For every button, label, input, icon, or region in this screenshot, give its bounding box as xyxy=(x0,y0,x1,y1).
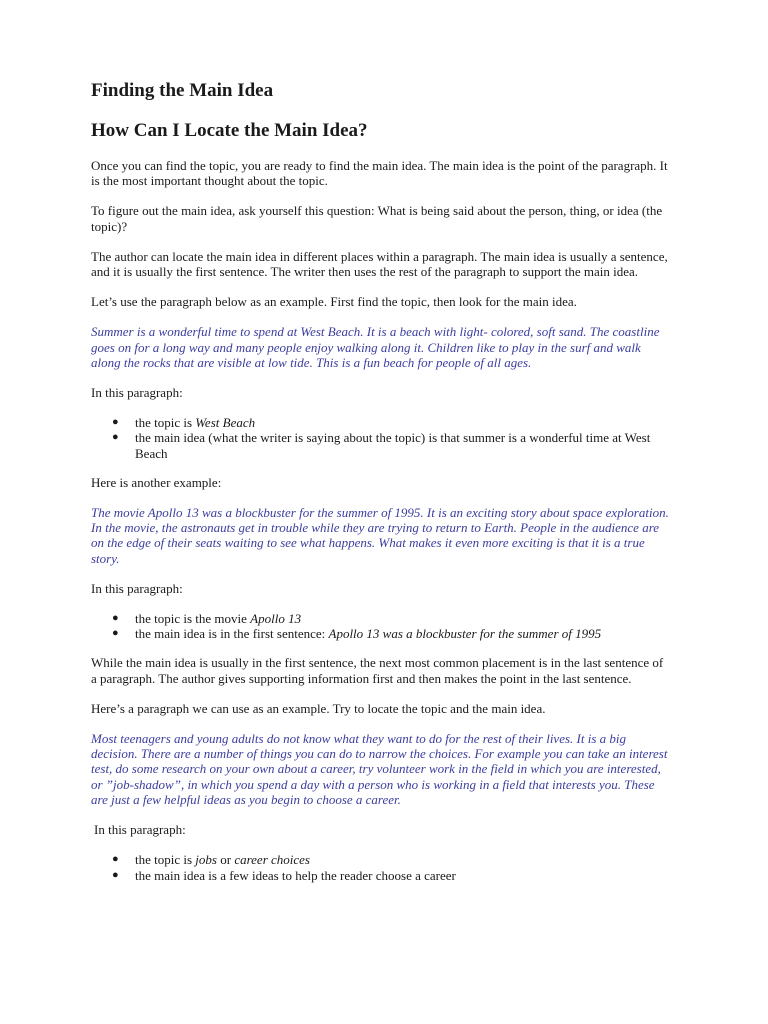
paragraph: Here is another example: xyxy=(91,474,222,490)
section-heading: How Can I Locate the Main Idea? xyxy=(91,120,368,141)
example-paragraph: Most teenagers and young adults do not know what they want to do for the rest of their lives. It is a big decision. There are a number of things you can do to narrow the choices. For example you can take an interest test, do some research on your own about a career, try volunteer work in the field in which you are interested, or ”job-shadow”, in which you spend a day with a person who is working in a field that interests you. These are just a few helpful ideas as you begin to choose a career. xyxy=(91,731,668,807)
list-item: ● the main idea (what the writer is saying about the topic) is that summer is a wonderful time at West Beach xyxy=(112,430,651,461)
paragraph: The author can locate the main idea in different places within a paragraph. The main idea is usually a sentence, and it is usually the first sentence. The writer then uses the rest of the paragraph to support the main idea. xyxy=(91,248,668,280)
list-item: ● the main idea is a few ideas to help the reader choose a career xyxy=(112,867,456,883)
bullet-icon: ● xyxy=(112,416,119,429)
bullet-list xyxy=(91,415,671,461)
bullet-icon: ● xyxy=(112,627,119,640)
paragraph: Let’s use the paragraph below as an example. First find the topic, then look for the main idea. xyxy=(91,294,577,310)
list-item: ● the topic is jobs or career choices xyxy=(112,852,310,868)
paragraph: While the main idea is usually in the first sentence, the next most common placement is in the last sentence of a paragraph. The author gives supporting information first and then makes the point in the last sentence. xyxy=(91,655,664,686)
list-item: ● the topic is the movie Apollo 13 xyxy=(112,611,302,627)
bullet-icon: ● xyxy=(112,612,119,625)
bullet-icon: ● xyxy=(112,853,119,866)
example-paragraph: The movie Apollo 13 was a blockbuster for the summer of 1995. It is an exciting story about space exploration. In the movie, the astronauts get in trouble while they are trying to return to Earth. People in the audience are on the edge of their seats waiting to see what happens. What makes it even more exciting is that it is a true story. xyxy=(91,505,669,566)
list-item: ● the main idea is in the first sentence: Apollo 13 was a blockbuster for the summer of 1995 xyxy=(112,626,602,642)
paragraph: Here’s a paragraph we can use as an example. Try to locate the topic and the main idea. xyxy=(91,700,546,716)
paragraph: Once you can find the topic, you are ready to find the main idea. The main idea is the point of the paragraph. It is the most important thought about the topic. xyxy=(91,158,668,189)
paragraph: In this paragraph: xyxy=(91,385,183,401)
list-item: ● the topic is West Beach xyxy=(112,415,256,431)
paragraph: To figure out the main idea, ask yourself this question: What is being said about the person, thing, or idea (the topic)? xyxy=(91,203,663,234)
page-title: Finding the Main Idea xyxy=(91,80,274,101)
document-content xyxy=(91,78,671,897)
bullet-icon: ● xyxy=(112,868,119,881)
example-paragraph: Summer is a wonderful time to spend at West Beach. It is a beach with light- colored, soft sand. The coastline goes on for a long way and many people enjoy walking along it. Children like to play in the surf and walk along the rocks that are visible at low tide. This is a fun beach for people of all ages. xyxy=(91,324,660,370)
bullet-list xyxy=(91,852,671,882)
bullet-icon: ● xyxy=(112,431,119,444)
bullet-list xyxy=(91,611,671,641)
paragraph: In this paragraph: xyxy=(94,822,186,838)
paragraph: In this paragraph: xyxy=(91,580,183,596)
